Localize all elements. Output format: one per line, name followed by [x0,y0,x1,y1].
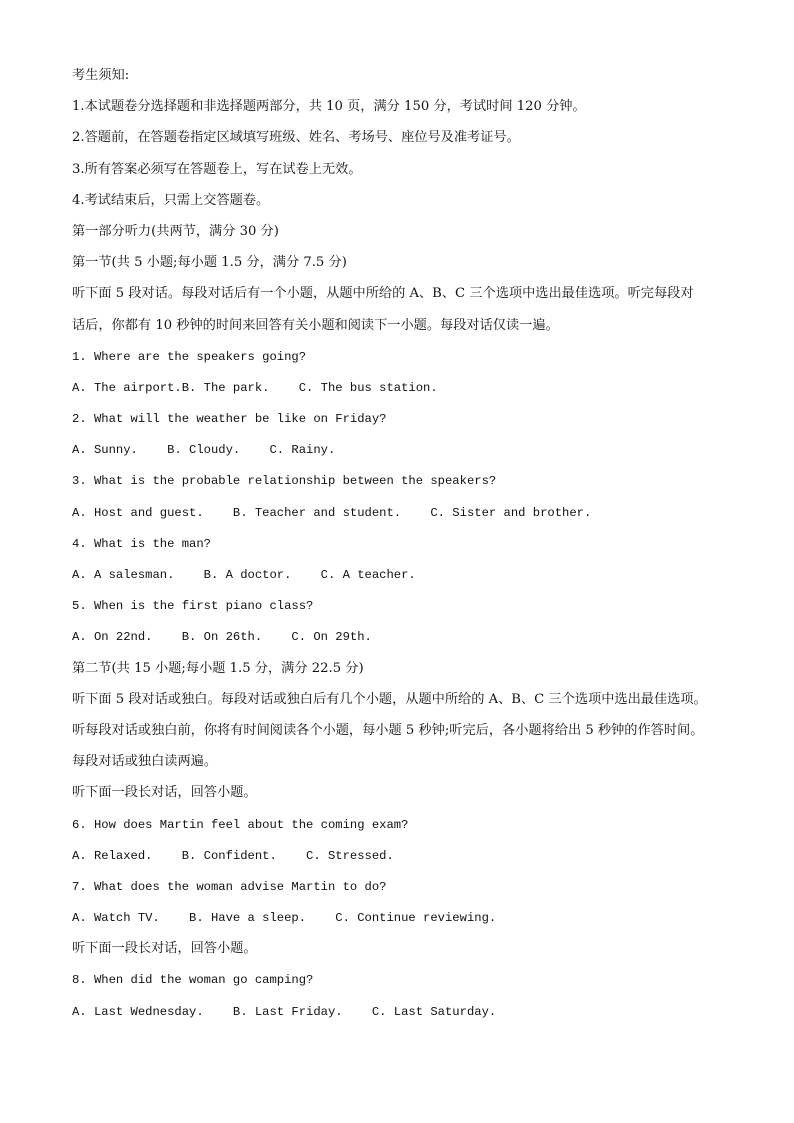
text-line: 听下面一段长对话，回答小题。 [72,941,257,957]
text-line: 每段对话或独白读两遍。 [72,754,218,770]
text-line: 考生须知: [72,68,130,83]
text-line: A. The airport.B. The park. C. The bus station. [72,380,438,395]
text-line: A. Last Wednesday. B. Last Friday. C. Last Saturday. [72,1004,497,1019]
text-line: 第二节(共 15 小题;每小题 1.5 分，满分 22.5 分) [72,660,364,676]
text-line: 听下面一段长对话，回答小题。 [72,785,257,801]
text-line: A. Sunny. B. Cloudy. C. Rainy. [72,443,336,458]
text-line: 7. What does the woman advise Martin to do? [72,879,387,894]
text-line: A. Relaxed. B. Confident. C. Stressed. [72,848,394,863]
text-line: A. A salesman. B. A doctor. C. A teacher. [72,568,416,582]
text-line: A. Watch TV. B. Have a sleep. C. Continue reviewing. [72,911,497,926]
text-line: 1. Where are the speakers going? [72,349,307,364]
text-line: 话后，你都有 10 秒钟的时间来回答有关小题和阅读下一小题。每段对话仅读一遍。 [72,317,559,333]
text-line: 3.所有答案必须写在答题卷上，写在试卷上无效。 [72,161,362,177]
exam-page [72,66,752,1033]
text-line: 4.考试结束后，只需上交答题卷。 [72,192,270,208]
text-line: 5. When is the first piano class? [72,599,314,614]
text-line: A. On 22nd. B. On 26th. C. On 29th. [72,630,372,645]
text-line: 听下面 5 段对话或独白。每段对话或独白后有几个小题，从题中所给的 A、B、C 三个选项中选出最佳选项。 [72,691,707,707]
text-line: 4. What is the man? [72,536,211,551]
text-line: 1.本试题卷分选择题和非选择题两部分，共 10 页，满分 150 分，考试时间 120 分钟。 [72,99,586,115]
text-line: A. Host and guest. B. Teacher and student. C. Sister and brother. [72,505,592,520]
text-line: 2.答题前，在答题卷指定区域填写班级、姓名、考场号、座位号及准考证号。 [72,130,520,146]
text-line: 8. When did the woman go camping? [72,973,314,988]
text-line: 第一节(共 5 小题;每小题 1.5 分，满分 7.5 分) [72,255,347,271]
text-line: 第一部分听力(共两节，满分 30 分) [72,223,279,239]
text-line: 听下面 5 段对话。每段对话后有一个小题，从题中所给的 A、B、C 三个选项中选出最佳选项。听完每段对 [72,286,694,302]
text-line: 2. What will the weather be like on Friday? [72,412,387,427]
text-line: 听每段对话或独白前，你将有时间阅读各个小题，每小题 5 秒钟;听完后，各小题将给出 5 秒钟的作答时间。 [72,722,704,738]
text-line: 6. How does Martin feel about the coming exam? [72,817,409,832]
text-line: 3. What is the probable relationship between the speakers? [72,474,497,489]
